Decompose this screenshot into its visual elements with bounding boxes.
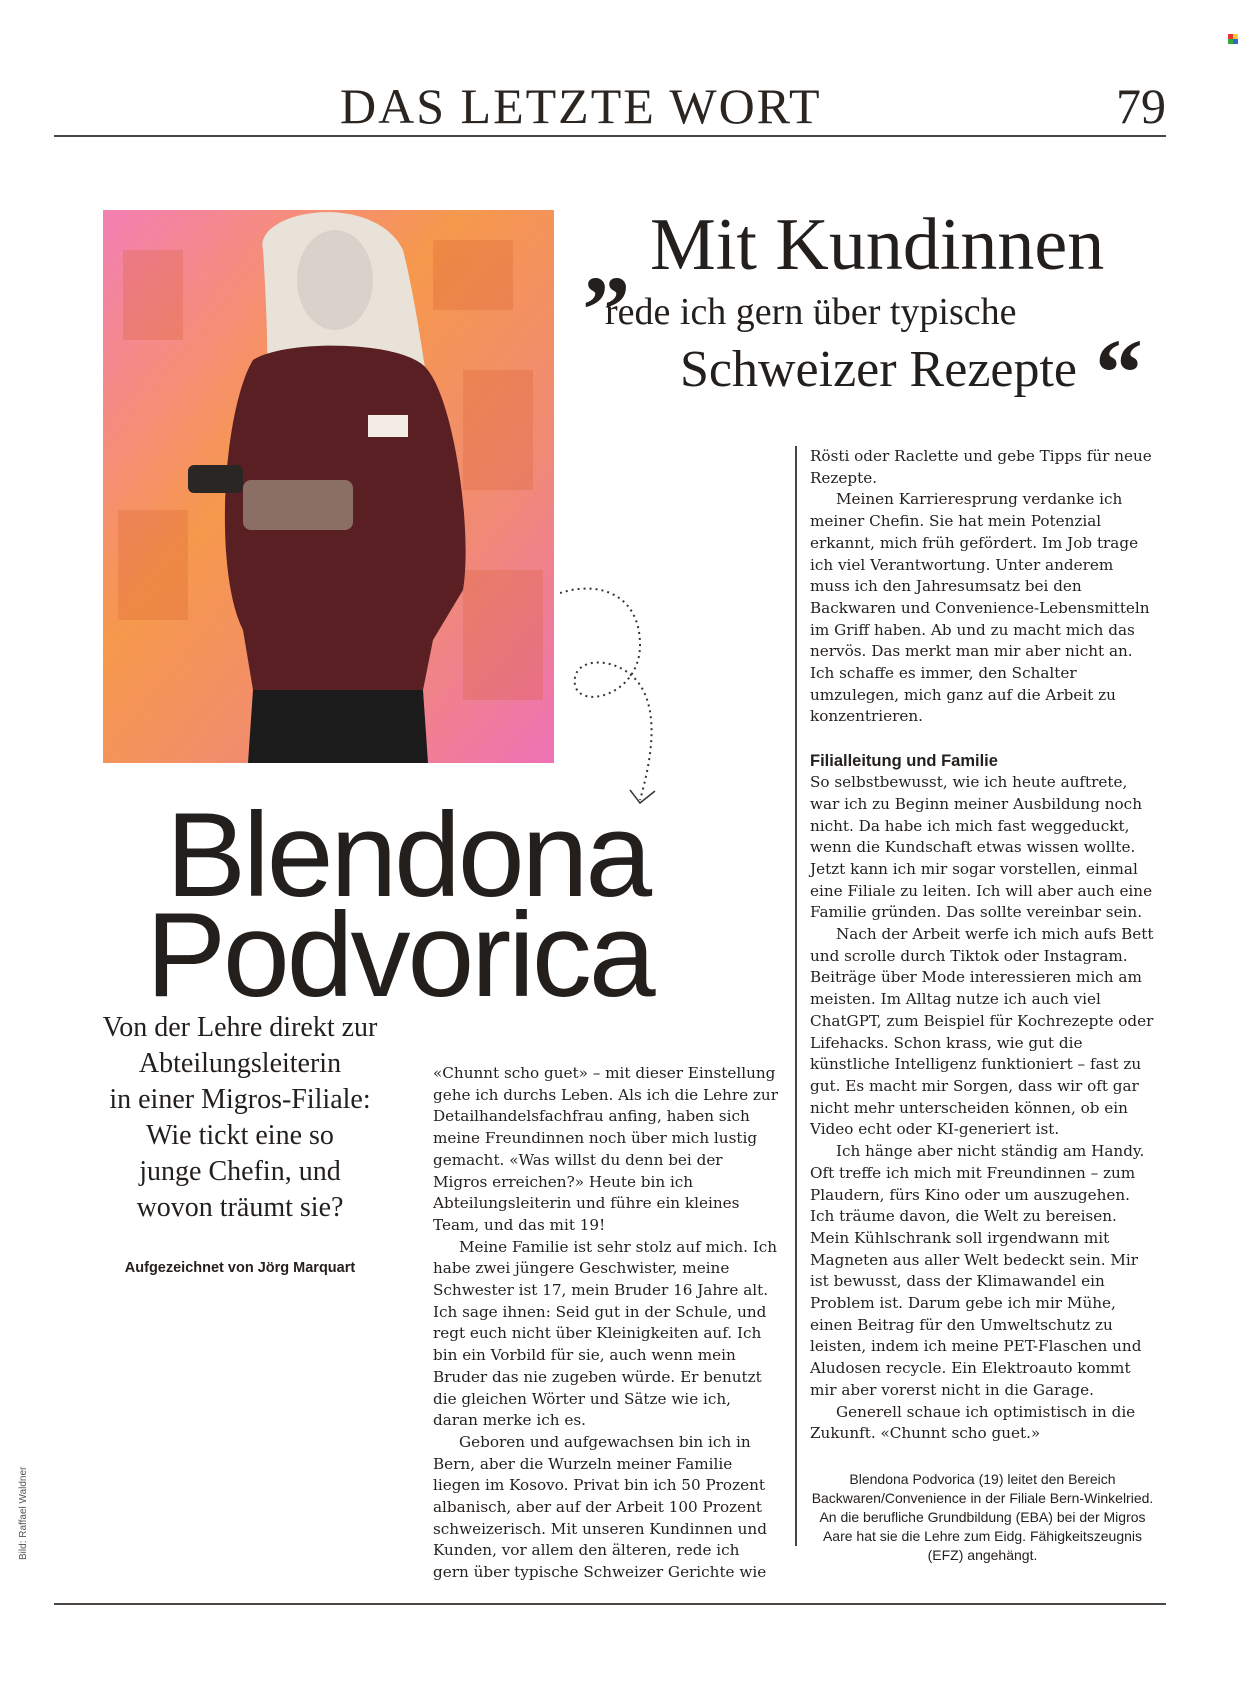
article-paragraph: «Chunnt scho guet» – mit dieser Einstellung gehe ich durchs Leben. Als ich die Lehre zur Detailhandelsfachfrau anfing, haben sich meine Freundinnen noch über mich lustig gemacht. «Was willst du denn bei der Migros erreichen?» Heute bin ich Abteilungsleiterin und führe ein kleines Team, und das mit 19!	[433, 1064, 778, 1234]
article-column-a	[433, 1063, 778, 1584]
pull-quote-line2: rede ich gern über typische	[605, 291, 1017, 333]
name-last: Podvorica	[146, 888, 653, 1022]
article-paragraph: Rösti oder Raclette und gebe Tipps für neue Rezepte.	[810, 447, 1152, 487]
intro-text	[80, 1010, 400, 1226]
name-first: Blendona	[166, 788, 650, 922]
pull-quote-line3: Schweizer Rezepte	[680, 341, 1078, 398]
article-paragraph: Meine Familie ist sehr stolz auf mich. Ich habe zwei jüngere Geschwister, meine Schwester ist 17, mein Bruder 16 Jahre alt. Ich sage ihnen: Seid gut in der Schule, und regt euch nicht über Kleinigkeiten auf. Ich bin ein Vorbild für sie, auch wenn mein Bruder das nie zugeben würde. Er benutzt die gleichen Wörter und Sätze wie ich, daran merke ich es.	[433, 1237, 778, 1430]
article-column-b	[810, 446, 1155, 1445]
article-paragraph: Nach der Arbeit werfe ich mich aufs Bett und scrolle durch Tiktok oder Instagram. Beiträge über Mode interessieren mich am meisten. Im Alltag nutze ich auch viel ChatGPT, zum Beispiel für Kochrezepte oder Lifehacks. Schon krass, wie gut die künstliche Intelligenz funktioniert – fast zu gut. Es macht mir Sorgen, dass wir oft gar nicht mehr unterscheiden können, ob ein Video echt oder KI-generiert ist.	[810, 925, 1154, 1139]
article-paragraph: Geboren und aufgewachsen bin ich in Bern, aber die Wurzeln meiner Familie liegen im Kosovo. Privat bin ich 50 Prozent albanisch, aber auf der Arbeit 100 Prozent schweizerisch. Mit unseren Kundinnen und Kunden, vor allem den älteren, rede ich gern über typische Schweizer Gerichte wie	[433, 1432, 767, 1582]
photo-credit: Bild: Raffael Waldner	[18, 1466, 29, 1560]
photo-caption: Blendona Podvorica (19) leitet den Bereich Backwaren/Convenience in der Filiale Bern-Winkelried. An die berufliche Grundbildung (EBA) bei der Migros Aare hat sie die Lehre zum Eidg. Fähigkeitszeugnis (EFZ) angehängt.	[811, 1471, 1154, 1563]
print-mark-icon	[1228, 34, 1238, 44]
intro-line: Von der Lehre direkt zur	[102, 1012, 378, 1043]
dotted-arrow-icon	[560, 585, 690, 815]
portrait-illustration	[103, 210, 554, 763]
column-divider	[795, 446, 797, 1546]
article-paragraph: So selbstbewusst, wie ich heute auftrete, war ich zu Beginn meiner Ausbildung noch nicht. Da habe ich mich fast weggeduckt, wenn die Kundschaft etwas wissen wollte. Jetzt kann ich mir sogar vorstellen, einmal eine Filiale zu leiten. Ich will aber auch eine Familie gründen. Das sollte vereinbar sein.	[810, 773, 1153, 922]
article-paragraph: Ich hänge aber nicht ständig am Handy. Oft treffe ich mich mit Freundinnen – zum Plaudern, fürs Kino oder um auszugehen. Ich träume davon, die Welt zu bereisen. Mein Kühlschrank soll irgendwann mit Magneten aus aller Welt bedeckt sein. Mir ist bewusst, dass der Klimawandel ein Problem ist. Darum gebe ich mir Mühe, einen Beitrag für den Umweltschutz zu leisten, indem ich meine PET-Flaschen und Aludosen recycle. Ein Elektroauto kommt mir aber vorerst nicht in die Garage.	[810, 1142, 1145, 1399]
quote-open-mark: „	[583, 206, 631, 313]
section-title: DAS LETZTE WORT	[340, 78, 822, 134]
article-paragraph: Meinen Karrieresprung verdanke ich meiner Chefin. Sie hat mein Potenzial erkannt, mich früh gefördert. Im Job trage ich viel Verantwortung. Unter anderem muss ich den Jahresumsatz bei den Backwaren und Convenience-Lebensmitteln im Griff haben. Ab und zu macht mich das nervös. Das merkt man mir aber nicht an. Ich schaffe es immer, den Schalter umzulegen, mich ganz auf die Arbeit zu konzentrieren.	[810, 490, 1150, 726]
portrait-photo	[103, 210, 554, 763]
intro-line: Wie tickt eine so	[146, 1120, 334, 1151]
page-number: 79	[1116, 78, 1166, 134]
header-rule	[54, 135, 1166, 137]
article-paragraph: Generell schaue ich optimistisch in die Zukunft. «Chunnt scho guet.»	[810, 1402, 1136, 1443]
intro-line: in einer Migros-Filiale:	[109, 1084, 371, 1115]
subheading: Filialleitung und Familie	[810, 752, 998, 771]
pull-quote-line1: Mit Kundinnen	[650, 204, 1105, 286]
intro-line: junge Chefin, und	[139, 1156, 341, 1187]
intro-line: Abteilungsleiterin	[138, 1048, 342, 1079]
byline: Aufgezeichnet von Jörg Marquart	[124, 1260, 356, 1276]
footer-rule	[54, 1603, 1166, 1605]
intro-line: wovon träumt sie?	[136, 1192, 344, 1223]
quote-close-mark: “	[1095, 319, 1143, 426]
